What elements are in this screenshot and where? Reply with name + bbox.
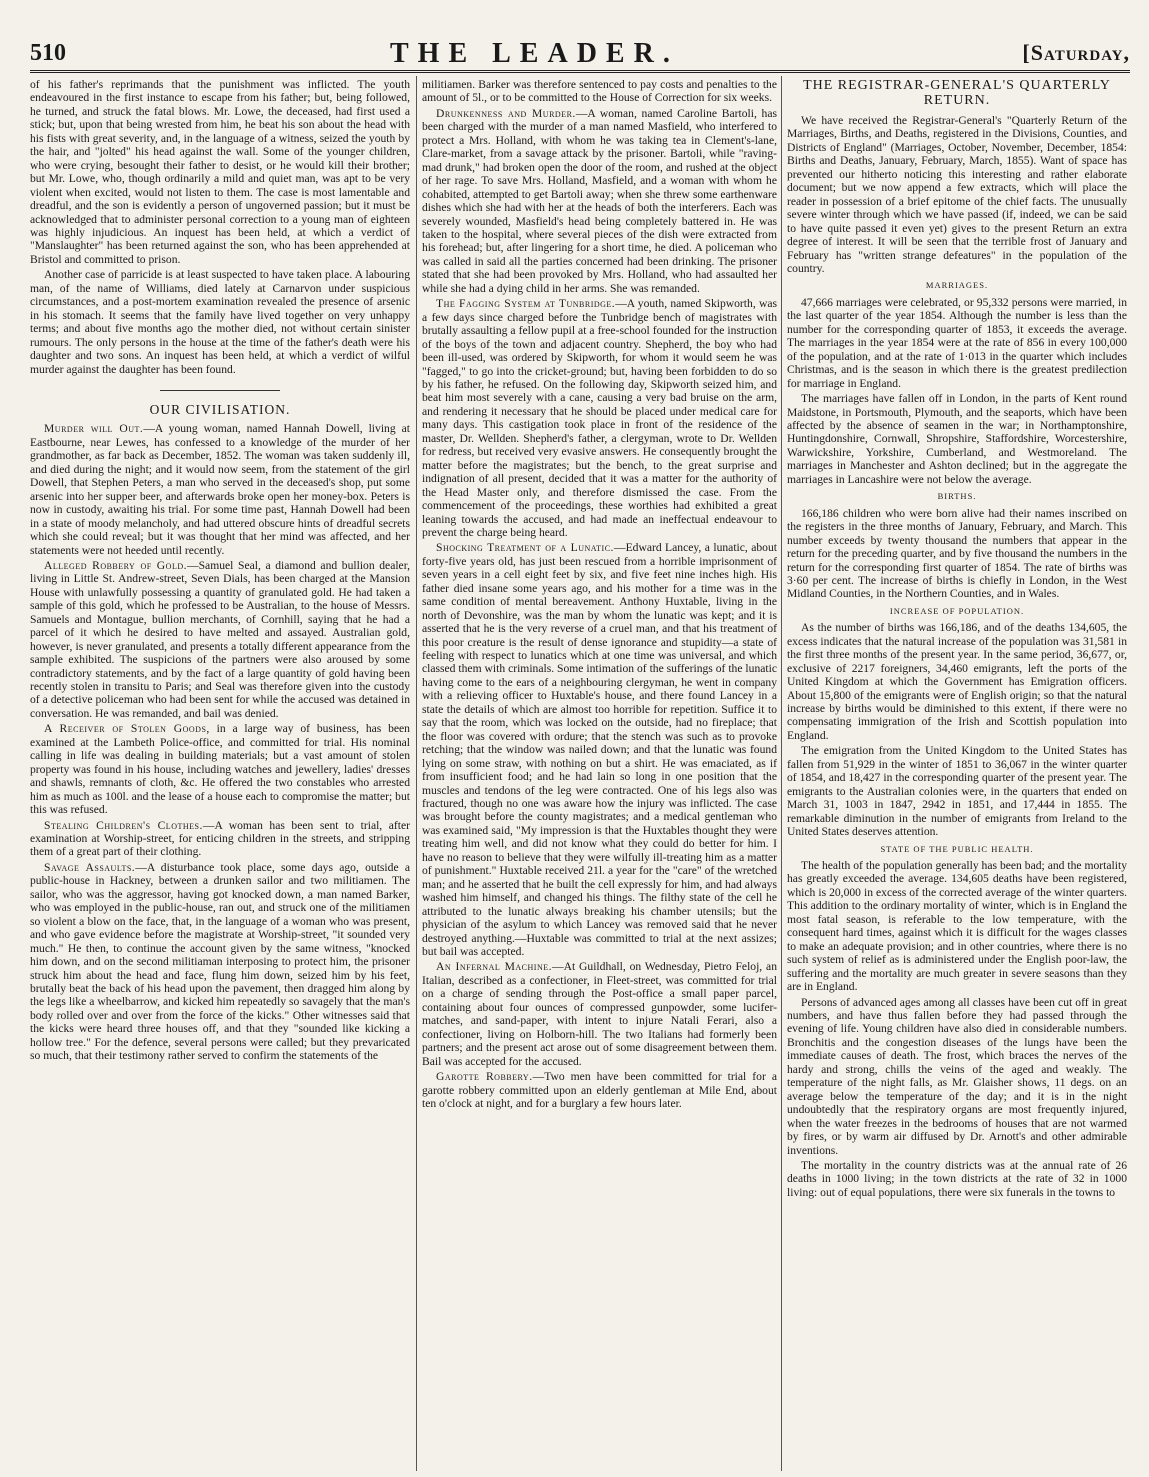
column-rule [781, 76, 782, 1471]
article-paragraph: 166,186 children who were born alive had their names inscribed on the registers in the three months of January, February, and March. This number exceeds by twenty thousand the numbers that appear in the return for the preceding quarter, and by five thousand the numbers in the return for the corresponding first quarter of 1854. The rate of births was 3·60 per cent. The increase of births is chiefly in London, in the West Midland Counties, in the Northern Counties, and in Wales. [787, 506, 1127, 601]
masthead-title: THE LEADER. [390, 38, 679, 69]
news-item-heading: Shocking Treatment of a Lunatic. [436, 541, 614, 555]
news-item [30, 722, 410, 816]
news-item [30, 559, 410, 720]
article-paragraph: 47,666 marriages were celebrated, or 95,332 persons were married, in the last quarter of the year 1854. Although the number is less than the number for the corresponding quarter of 1853, it exceeds the average. The marriages in the year 1854 were at the rate of 856 in every 100,000 of the population, and at the rate of 1·013 in the quarter which includes Christmas, and is the season in which there is the greatest predilection for marriage in England. [787, 295, 1127, 390]
article-paragraph: The health of the population generally has been bad; and the mortality has greatly exceeded the average. 134,605 deaths have been registered, which is 20,000 in excess of the corrected average of the winter quarters. This addition to the ordinary mortality of winter, which is in England the most fatal season, is referable to the low temperature, with the consequent hard times, against which it is difficult for the wages classes to make an adequate provision; and in other countries, where there is no such system of relief as is administered under the English poor-law, the suffering and the mortality are much greater in severe seasons than they are in England. [787, 859, 1127, 994]
news-item [30, 819, 410, 859]
news-item-text: —A youth, named Skipworth, was a few days since charged before the Tunbridge bench of magistrates with brutally assaulting a fellow pupil at a free-school founded for the instruction of the boys of the town and adjacent country. Shepherd, the boy who had been ill-used, was ordered by Skipworth, for whom it would seem he was "fagged," to go into the cricket-ground; but, having been forbidden to do so by his father, he refused. On the following day, Skipworth seized him, and beat him most severely with a cane, causing a very bad bruise on the arm, and rendering it necessary that he should be placed under medical care for many days. This castigation took place in front of the residence of the master, Dr. Wellden. Shepherd's father, a clergyman, wrote to Dr. Wellden for redress, but received very evasive answers. He consequently brought the matter before the magistrates; but the bench, to the great surprise and indignation of all present, decided that it was a matter for the authority of the Head Master only, and therefore dismissed the case. From the commencement of the proceedings, these worthies had exhibited a great leaning towards the accused, and had made an ineffectual endeavour to prevent the charge being heard. [422, 297, 777, 539]
header-day: [Saturday, [1022, 40, 1130, 65]
column-rule [416, 76, 417, 1471]
news-item-heading: A Receiver of Stolen Goods, [44, 722, 210, 736]
news-item-text: —A young woman, named Hannah Dowell, living at Eastbourne, near Lewes, has confessed to a knowledge of the murder of her grandmother, as far back as December, 1852. The woman was taken suddenly ill, and died during the night; and it would now seem, from the statement of the girl Dowell, that Stephen Peters, a man who served in the deceased's shop, put some arsenic into her supper beer, and afterwards broke open her money-box. Peters is now in custody, awaiting his trial. For some time past, Hannah Dowell had been in a state of moody melancholy, and had uttered obscure hints of dreadful secrets which she could reveal; but it was thought that her mind was affected, and her statements were not heeded until recently. [30, 422, 410, 557]
news-item-heading: Murder will Out. [44, 422, 144, 436]
news-item-text: in a large way of business, has been examined at the Lambeth Police-office, and committed for trial. His nominal calling in life was dealing in building materials; but a vast amount of stolen property was found in his house, including watches and jewellery, ladies' dresses and shawls, remnants of cloth, &c. He offered the two constables who arrested him as much as 100l. and the lease of a house each to compromise the matter; but this was refused. [30, 722, 410, 817]
news-item-heading: The Fagging System at Tunbridge. [436, 297, 616, 311]
news-item [422, 107, 777, 295]
column-2 [422, 78, 777, 1468]
news-item-heading: Savage Assaults. [44, 860, 136, 874]
page-number: 510 [30, 40, 66, 66]
news-item-heading: Alleged Robbery of Gold. [44, 558, 188, 572]
article-paragraph: Persons of advanced ages among all classes have been cut off in great numbers, and have thus fallen before they had passed through the evening of life. Young children have also died in considerable numbers. Bronchitis and the congestion diseases of the lungs have been the immediate causes of death. The frost, which braces the nerves of the hardy and strong, chills the veins of the aged and weakly. The temperature of the night falls, as Mr. Glaisher shows, 11 degs. on an average below the temperature of the day; and it is in the night undoubtedly that the respiratory organs are most frequently injured, when the water freezes in the bedrooms of houses that are not warmed by fires, or by warm air diffused by Dr. Arnott's and other admirable inventions. [787, 995, 1127, 1157]
news-item-heading: Stealing Children's Clothes. [44, 818, 203, 832]
article-paragraph: Another case of parricide is at least suspected to have taken place. A labouring man, of the name of Williams, died lately at Carnarvon under suspicious circumstances, and a post-mortem examination revealed the presence of arsenic in his stomach. It seems that the family have lived together on very unhappy terms; and about five months ago the mother died, not without certain sinister rumours. The only persons in the house at the time of the father's death were his daughter and two sons. An inquest has been held, at which a verdict of wilful murder against the daughter has been found. [30, 268, 410, 376]
news-item-text: —Two men have been committed for trial for a garotte robbery committed upon an elderly gentleman at Mile End, about ten o'clock at night, and for a burglary a few hours later. [422, 1070, 777, 1110]
subheading-marriages: MARRIAGES. [925, 280, 989, 291]
news-item-text: —Edward Lancey, a lunatic, about forty-five years old, has just been rescued from a horrible imprisonment of seven years in a cell eight feet by six, and five feet nine inches high. His father died insane some years ago, and his mother for a time was in the same condition of mental bereavement. Anthony Huxtable, living in the north of Devonshire, was the man by whom the lunatic was kept; and it is asserted that he is the very reverse of a cruel man, and that his treatment of this poor creature is the result of dense ignorance and stupidity—a state of feeling with respect to lunatics which at one time was universal, and which classed them with criminals. Some intimation of the sufferings of the lunatic having come to the ears of a neighbouring clergyman, he went in company with a relieving officer to Huxtable's house, and there found Lancey in a state the details of which are almost too horrible for repetition. Suffice it to say that the room, which was locked on the outside, had no fireplace; that the floor was covered with ordure; that the stench was such as to provoke retching; that the window was nailed down; and that the lunatic was found lying on some straw, with nothing on but a shirt. He was emaciated, as if from insufficient food; and he had lain so long in one position that the muscles and tendons of the leg were contracted. One of his legs also was fractured, though no one was aware how the injury was inflicted. The case was brought before the county magistrates; and a medical gentleman who was examined said, "My impression is that the Huxtables thought they were treating him well, and did not know what they could do better for him. I have no reason to believe that they were wilfully ill-treating him as a matter of punishment." Huxtable received 21l. a year for the "care" of the wretched man; and he asserted that he built the cell expressly for him, and had always washed him himself, and changed his things. The filthy state of the cell he attributed to the lunatic always breaking his chamber utensils; but the physician of the asylum to which Lancey was removed said that he never destroyed anything.—Huxtable was committed to trial at the next assizes; but bail was accepted. [422, 541, 777, 958]
news-item-heading: An Infernal Machine. [436, 960, 553, 974]
column-1 [30, 78, 410, 1468]
news-item-text: —At Guildhall, on Wednesday, Pietro Feloj, an Italian, described as a confectioner, in Fleet-street, was committed for trial on a charge of sending through the Post-office a small paper parcel, containing about four ounces of compressed gunpowder, some lucifer-matches, and sand-paper, with intent to injure Natali Ferari, also a confectioner, living on Holborn-hill. The two Italians had formerly been partners; and the present act arose out of some disagreement between them. Bail was accepted for the accused. [422, 960, 777, 1068]
news-item [422, 1070, 777, 1110]
article-paragraph: The marriages have fallen off in London, in the parts of Kent round Maidstone, in Portsmouth, Plymouth, and the seaports, which have been affected by the absence of seamen in the war; in Northamptonshire, Huntingdonshire, Cornwall, Shropshire, Staffordshire, Worcestershire, Warwickshire, Yorkshire, Cumberland, and Westmoreland. The marriages in Manchester and Ashton declined; but in the aggregate the marriages in Lancashire were not below the average. [787, 392, 1127, 486]
article-title: THE REGISTRAR-GENERAL'S QUARTERLY RETURN. [803, 78, 1111, 108]
article-paragraph: of his father's reprimands that the punishment was inflicted. The youth endeavoured in the first instance to escape from his father; but, being followed, he turned, and struck the fatal blows. Mr. Lowe, the deceased, had first used a stick; but, upon that being wrested from him, he beat his son about the head with his fists with great severity, and, in the language of a witness, seized the youth by the hair, and "jolted" his head against the wall. Some of the younger children, who were crying, besought their father to desist, or he would kill their brother; but Mr. Lowe, who, though ordinarily a mild and quiet man, was apt to be very violent when excited, would not listen to them. The case is most lamentable and dreadful, and the son is evidently a person of ungoverned passion; but it must be acknowledged that to administer personal correction to a young man of eighteen was highly injudicious. An inquest has been held, at which a verdict of "Manslaughter" has been returned against the son, who has been apprehended at Bristol and committed to prison. [30, 78, 410, 266]
article-paragraph: We have received the Registrar-General's "Quarterly Return of the Marriages, Births, and Deaths, registered in the Divisions, Counties, and Districts of England" (Marriages, October, November, December, 1854: Births and Deaths, January, February, March, 1855). Want of space has prevented our hitherto noticing this interesting and rather elaborate document; but we now append a few extracts, which will place the reader in possession of a brief epitome of the chief facts. The unusually severe winter through which we have passed (if, indeed, we can be said to have quite passed it even yet) gives to the present Return an extra degree of interest. It will be seen that the terrible frost of January and February has "written strange defeatures" in the population of the country. [787, 114, 1127, 275]
section-divider [160, 390, 280, 391]
news-item [422, 297, 777, 539]
news-item [422, 960, 777, 1068]
news-item-text: —A woman, named Caroline Bartoli, has been charged with the murder of a man named Masfield, who interfered to protect a Mrs. Holland, with whom he was taking tea in Clement's-lane, Clare-market, from a savage attack by the prisoner. Bartoli, while "raving-mad drunk," had broken open the door of the room, and rushed at the object of her rage. To save Mrs. Holland, Masfield, and a woman with whom he cohabited, attempted to get Bartoli away; when she threw some earthenware dishes which she had with her at the heads of both the interferers. Each was severely wounded, Masfield's head being completely battered in. He was taken to the hospital, where several pieces of the dish were extracted from his forehead; but, after lingering for a short time, he died. A policeman who was called in said all the parties concerned had been drinking. The prisoner stated that she had been provoked by Mrs. Holland, who had assaulted her while she had a dying child in her arms. She was remanded. [422, 106, 777, 295]
news-item [422, 541, 777, 958]
subheading-increase-of-population: INCREASE OF POPULATION. [889, 605, 1025, 616]
news-item-text: —Samuel Seal, a diamond and bullion dealer, living in Little St. Andrew-street, Seven Dials, has been charged at the Mansion House with unlawfully possessing a quantity of granulated gold. He had taken a sample of this gold, which he professed to be Australian, to the house of Messrs. Samuels and Montague, bullion merchants, of Cornhill, saying that he had a parcel of it which he desired to have melted and assayed. Australian gold, however, is never granulated, and presents a totally different appearance from the sample exhibited. The suspicions of the partners were also aroused by some contradictory statements, and by the fact of a large quantity of gold having been recently stolen in transitu to Paris; and Seal was therefore given into the custody of a detective policeman who had been sent for while the accused was detained in conversation. He was remanded, and bail was denied. [30, 558, 410, 720]
news-item-heading: Drunkenness and Murder. [436, 106, 576, 120]
news-item [30, 861, 410, 1063]
subheading-public-health: STATE OF THE PUBLIC HEALTH. [880, 843, 1034, 854]
news-item-heading: Garotte Robbery. [436, 1070, 533, 1084]
news-item [30, 422, 410, 557]
article-paragraph: militiamen. Barker was therefore sentenced to pay costs and penalties to the amount of 5l., or to be committed to the House of Correction for six weeks. [422, 78, 777, 105]
column-3 [787, 78, 1127, 1468]
news-item-text: —A woman has been sent to trial, after examination at Worship-street, for enticing children in the streets, and stripping them of a great part of their clothing. [30, 818, 410, 859]
article-paragraph: The emigration from the United Kingdom to the United States has fallen from 51,929 in the winter of 1851 to 36,067 in the winter quarter of 1854, and 18,427 in the corresponding quarter of the present year. The emigrants to the Australian colonies were, in the quarters that ended on March 31, 1003 in 1847, 2942 in 1851, and 17,444 in 1855. The remarkable diminution in the number of emigrants from Ireland to the United States deserves attention. [787, 744, 1127, 839]
subheading-births: BIRTHS. [937, 491, 977, 502]
article-paragraph: The mortality in the country districts was at the annual rate of 26 deaths in 1000 living; in the town districts at the rate of 32 in 1000 living: out of equal populations, there were six funerals in the towns to [787, 1158, 1127, 1199]
page-header [30, 36, 1130, 73]
news-item-text: —A disturbance took place, some days ago, outside a public-house in Hackney, between a drunken sailor and two militiamen. The sailor, who was the aggressor, having got knocked down, a man named Barker, who was employed in the public-house, ran out, and struck one of the militiamen so violent a blow on the face, that, in the language of a woman who was present, and who gave evidence before the magistrate at Worship-street, "it sounded very much." He then, to continue the account given by the same witness, "knocked him down, and on the second militiaman interposing to protect him, the prisoner struck him about the head and face, flung him down, seized him by his feet, brutally beat the back of his head upon the pavement, then dragged him along by the legs like a wheelbarrow, and kicked him repeatedly so savagely that the man's body rolled over and over from the force of the kicks." Other witnesses said that the kicks were heard three houses off, and that they "sounded like kicking a hollow tree." For the defence, several persons were called; but they prevaricated so much, that their testimony rather served to confirm the statements of the [30, 860, 410, 1063]
section-title: OUR CIVILISATION. [149, 401, 291, 417]
article-paragraph: As the number of births was 166,186, and of the deaths 134,605, the excess indicates that the natural increase of the population was 31,581 in the first three months of the present year. In the same period, 36,677, or, exclusive of 2217 foreigners, 34,460 emigrants, left the ports of the United Kingdom at which the Government has Emigration officers. About 15,800 of the emigrants were of English origin; so that the natural increase by births would be diminished to this extent, if there were no compensating immigration of the Irish and Scottish population into England. [787, 621, 1127, 742]
